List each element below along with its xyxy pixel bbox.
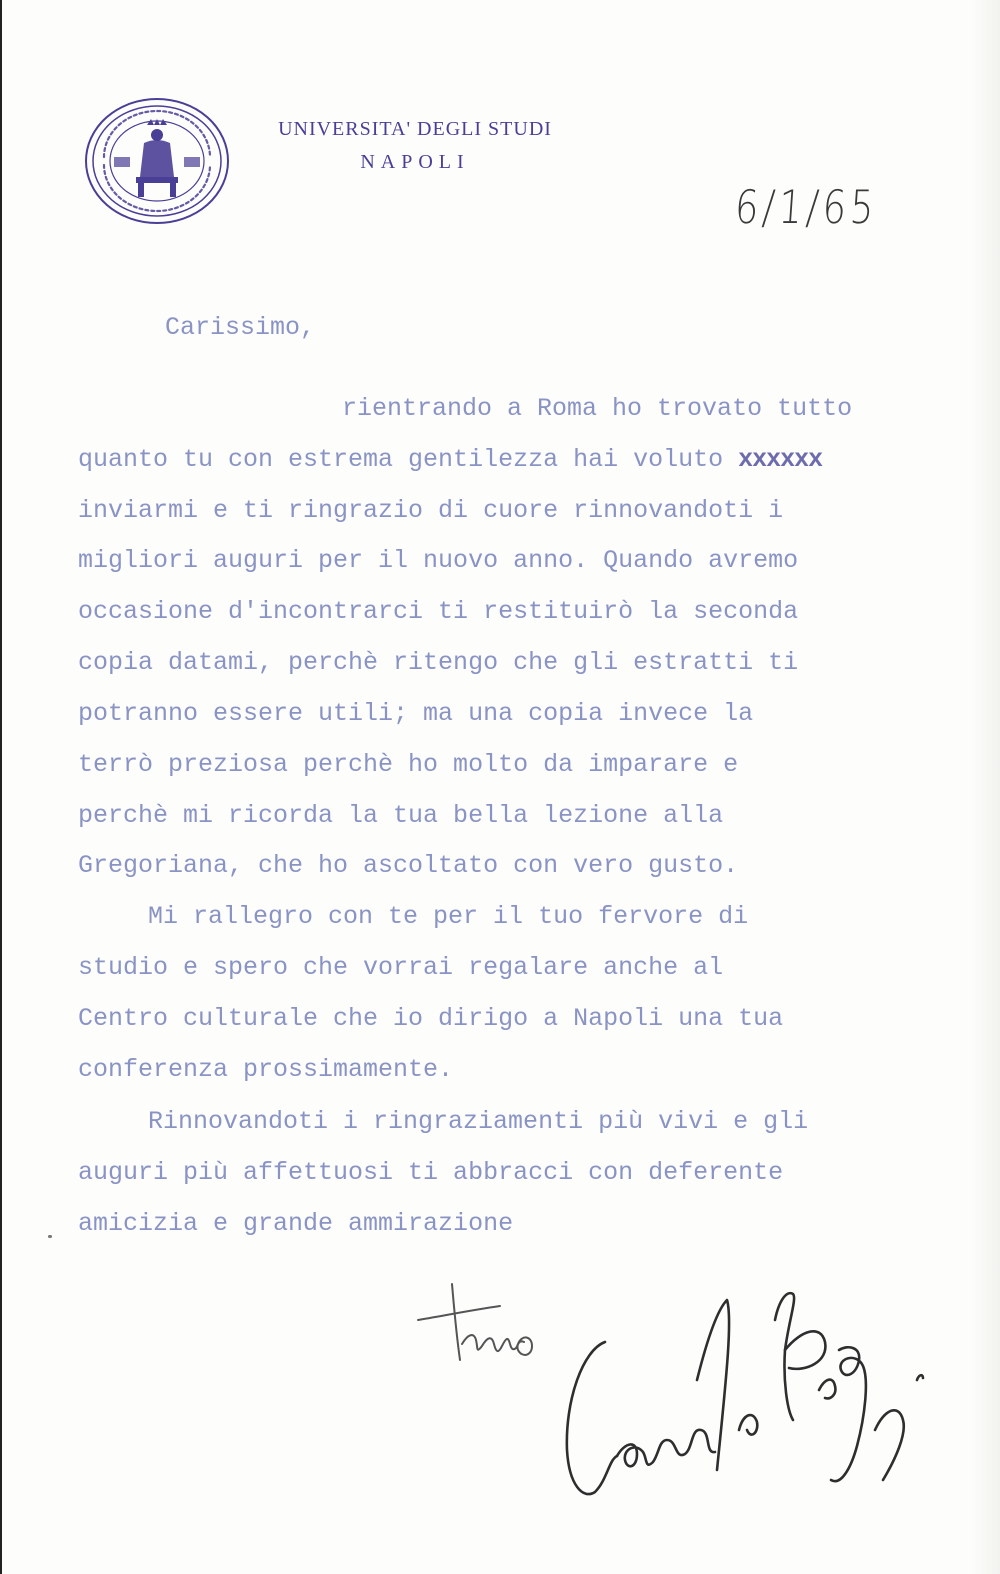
letter-line: occasione d'incontrarci ti restituirò la seconda [78, 597, 799, 626]
letter-line: Centro culturale che io dirigo a Napoli una tua [78, 1004, 784, 1033]
letter-line: Gregoriana, che ho ascoltato con vero gusto. [78, 851, 739, 880]
letter-line: amicizia e grande ammirazione [78, 1209, 514, 1238]
letter-line [78, 447, 822, 472]
paper-speck [48, 1235, 52, 1238]
handwritten-closing [412, 1272, 562, 1382]
letter-line: studio e spero che vorrai regalare anche al [78, 953, 724, 982]
university-seal-icon [84, 97, 230, 225]
letter-line: terrò preziosa perchè ho molto da imparare e [78, 750, 739, 779]
letter-line: inviarmi e ti ringrazio di cuore rinnovandoti i [78, 496, 784, 525]
letter-line: perchè mi ricorda la tua bella lezione alla [78, 801, 724, 830]
letter-line: migliori auguri per il nuovo anno. Quando avremo [78, 546, 799, 575]
institution-city: NAPOLI [360, 151, 470, 173]
salutation: Carissimo, [165, 313, 316, 342]
letterhead [260, 118, 570, 174]
letter-line: copia datami, perchè ritengo che gli estratti ti [78, 648, 799, 677]
letter-line: rientrando a Roma ho trovato tutto [342, 394, 853, 423]
letter-line: Rinnovandoti i ringraziamenti più vivi e gli [148, 1107, 809, 1136]
letter-line-text: quanto tu con estrema gentilezza hai voluto [78, 445, 739, 474]
institution-name: UNIVERSITA' DEGLI STUDI [278, 118, 552, 140]
letter-line: conferenza prossimamente. [78, 1055, 454, 1084]
letter-line: potranno essere utili; ma una copia invece la [78, 699, 754, 728]
paper-edge-shade [970, 0, 1000, 1574]
letter-line: Mi rallegro con te per il tuo fervore di [148, 902, 749, 931]
handwritten-date: 6/1/65 [733, 180, 880, 234]
struck-out-text: xxxxxx [738, 445, 823, 474]
handwritten-signature [557, 1280, 957, 1530]
letter-line: auguri più affettuosi ti abbracci con deferente [78, 1158, 784, 1187]
